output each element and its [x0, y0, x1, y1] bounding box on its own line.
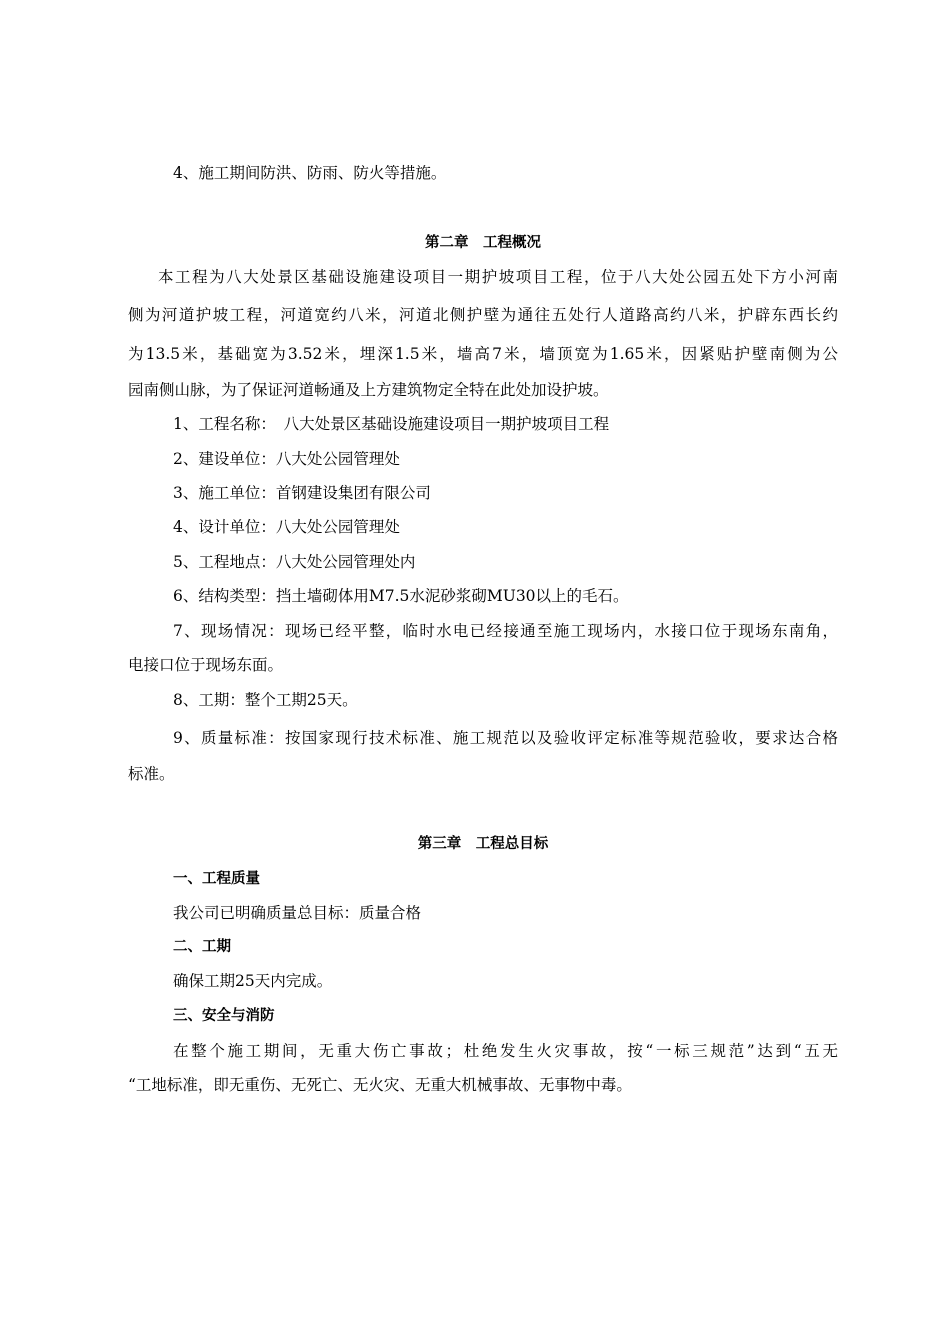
list-item: 3、施工单位：首钢建设集团有限公司: [173, 484, 431, 502]
list-item: 1、工程名称： 八大处景区基础设施建设项目一期护坡项目工程: [173, 415, 610, 433]
section-text: 确保工期25天内完成。: [173, 972, 333, 990]
list-item: 8、工期：整个工期25天。: [173, 691, 358, 709]
section-text: 我公司已明确质量总目标：质量合格: [173, 904, 422, 922]
list-item-continuation: 电接口位于现场东面。: [128, 656, 284, 674]
list-item: 5、工程地点：八大处公园管理处内: [173, 553, 416, 571]
list-item: 2、建设单位：八大处公园管理处: [173, 450, 400, 468]
list-item: 6、结构类型：挡土墙砌体用M7.5水泥砂浆砌MU30以上的毛石。: [173, 587, 629, 605]
list-item: 7、现场情况：现场已经平整，临时水电已经接通至施工现场内，水接口位于现场东南角，: [173, 622, 838, 640]
section-title-safety: 三、安全与消防: [173, 1008, 275, 1024]
list-item: 9、质量标准：按国家现行技术标准、施工规范以及验收评定标准等规范验收，要求达合格: [173, 729, 838, 747]
paragraph-line: 为13.5米，基础宽为3.52米，埋深1.5米，墙高7米，墙顶宽为1.65米，因紧贴护壁南侧为公: [128, 345, 838, 363]
section-title-schedule: 二、工期: [173, 939, 231, 955]
paragraph-line: 园南侧山脉，为了保证河道畅通及上方建筑物定全特在此处加设护坡。: [128, 381, 609, 399]
paragraph-line: 侧为河道护坡工程，河道宽约八米，河道北侧护壁为通往五处行人道路高约八米，护辟东西长约: [128, 306, 838, 324]
chapter-2-title: 第二章 工程概况: [425, 235, 541, 251]
section-text: 在整个施工期间，无重大伤亡事故；杜绝发生火灾事故，按“一标三规范”达到“五无: [173, 1042, 838, 1060]
list-item: 4、设计单位：八大处公园管理处: [173, 518, 400, 536]
list-item-continuation: 标准。: [128, 765, 175, 783]
section-title-quality: 一、工程质量: [173, 871, 260, 887]
section-text-continuation: “工地标准，即无重伤、无死亡、无火灾、无重大机械事故、无事物中毒。: [128, 1076, 632, 1094]
list-item: 4、施工期间防洪、防雨、防火等措施。: [173, 164, 447, 182]
paragraph-line: 本工程为八大处景区基础设施建设项目一期护坡项目工程，位于八大处公园五处下方小河南: [158, 268, 838, 286]
chapter-3-title: 第三章 工程总目标: [417, 836, 549, 852]
